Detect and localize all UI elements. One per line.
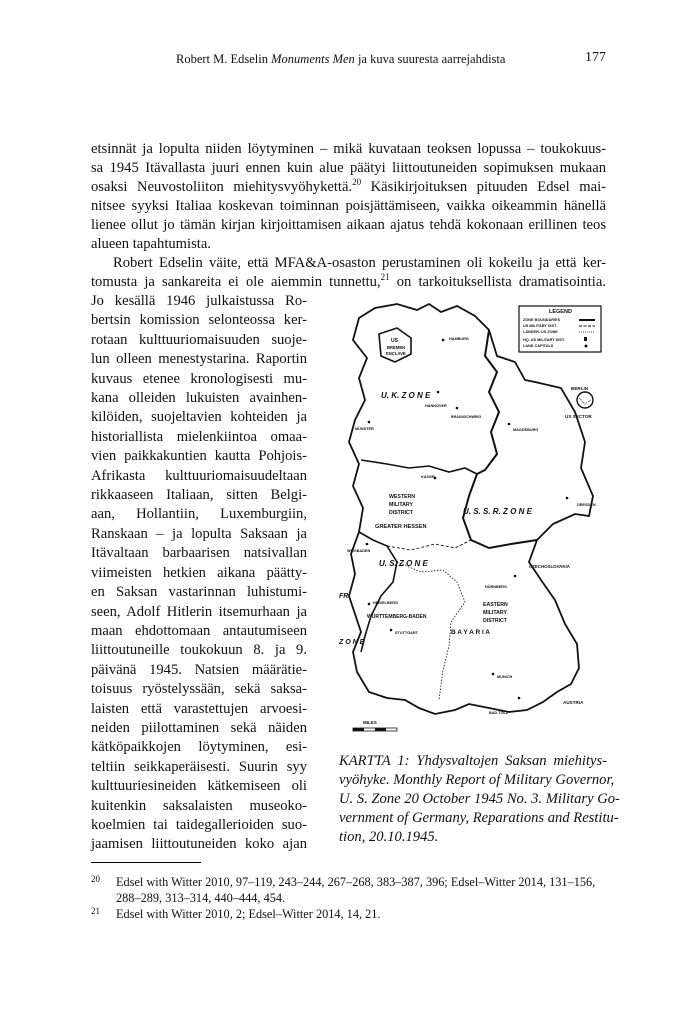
- map-label: MÜNSTER: [355, 427, 374, 431]
- district-line: [387, 540, 471, 550]
- column-line: bertsin komission selonteossa ker-: [91, 312, 307, 329]
- column-line: Ranskaan – ja lopulta Saksaan ja: [91, 525, 307, 542]
- column-line: Jo kesällä 1946 julkaistussa Ro-: [91, 293, 307, 309]
- caption-line: U. S. Zone 20 October 1945 No. 3. Military Go-: [339, 791, 620, 807]
- page-number: 177: [585, 50, 606, 65]
- footnote-20: [91, 874, 607, 906]
- caption-line: vernment of Germany, Reparations and Restitu-: [339, 810, 619, 826]
- map-label: DRESDEN: [577, 503, 596, 507]
- column-line: lun olleen menestystarina. Raportin: [91, 351, 307, 368]
- column-line: aan, Hollantiin, Luxemburgiin,: [91, 506, 307, 523]
- uk-us-boundary: [361, 460, 477, 474]
- map-label: BREMEN: [387, 345, 406, 350]
- map-label: STUTTGART: [395, 631, 418, 635]
- column-line: kätköpaikkojen löytyminen, esi-: [91, 739, 307, 756]
- footnote-text: Edsel with Witter 2010, 2; Edsel–Witter 2014, 14, 21.: [116, 907, 381, 921]
- map-label: BAD TÖLZ: [489, 711, 509, 715]
- footnote-text: Edsel with Witter 2010, 97–119, 243–244, 267–268, 383–387, 396; Edsel–Witter 2014, 131–156,: [116, 875, 596, 889]
- column-line: toisuus ryöstelyssään, sekä saksa-: [91, 681, 307, 698]
- column-text: [91, 292, 307, 855]
- column-line: jaamisen liittoutuneiden koko ajan: [91, 836, 307, 853]
- map-label: BRAUNSCHWEIG: [451, 415, 482, 419]
- column-line: liittoutuneille toukokuun 8. ja 9.: [91, 642, 307, 659]
- map-label: ENCLAVE: [386, 351, 406, 356]
- text-segment: osaksi Neuvostoliiton miehitysvyöhykettä.: [91, 179, 353, 195]
- column-line: kuitenkin saksalaisten museoko-: [91, 797, 307, 814]
- map-label: Z O N E: [339, 639, 365, 646]
- text-segment: Käsikirjoituksen pituuden Edsel mai-: [361, 179, 606, 195]
- column-line: Itävaltaan barbaarisen natsivallan: [91, 545, 307, 562]
- running-title: [176, 52, 505, 67]
- occupation-zone-map: [339, 300, 605, 744]
- running-title-italic: Monuments Men: [271, 52, 355, 66]
- map-label: AUSTRIA: [563, 700, 584, 705]
- map-label: HAMBURG: [449, 337, 469, 341]
- map-label: U. K. Z O N E: [381, 391, 431, 400]
- footnote-21: [91, 906, 607, 922]
- map-label: WIESBADEN: [347, 549, 371, 553]
- column-line: seen, Adolf Hitlerin itsemurhaan ja: [91, 603, 307, 620]
- scale-label: MILES: [363, 720, 377, 725]
- text-line: nitsee syyksi Italiaa koskevan toiminnan poisjättämiseen, vaikka oikeammin hänellä: [91, 198, 606, 214]
- legend-row: ZONE BOUNDARIES: [523, 318, 561, 322]
- column-line: koelmien tai taidegallerioiden suo-: [91, 816, 307, 833]
- column-line: päivänä 1945. Natsien määrätie-: [91, 661, 307, 678]
- legend-row: HQ. US MILITARY DIST.: [523, 338, 565, 342]
- map-label: KASSEL: [421, 475, 437, 479]
- map-caption: [339, 752, 620, 847]
- map-label: US: [391, 338, 398, 344]
- legend-row: LAND CAPITALS: [523, 344, 554, 348]
- column-line: kilöiden, suojeltavien kohteiden ja: [91, 409, 307, 426]
- map-label: HEIDELBERG: [373, 601, 398, 605]
- column-line: neiden piilottaminen sekä näiden: [91, 719, 307, 736]
- legend-row: LÄNDER, US ZONE: [523, 330, 558, 334]
- map-label: WESTERN: [389, 494, 415, 500]
- column-line: teltiin seikkaperäisesti. Suurin syy: [91, 758, 307, 775]
- text-line: sa 1945 Itävallasta juuri ennen kuin alue päätyi liittoutuneiden sopimuksen mukaan: [91, 160, 606, 176]
- map-label: B A Y A R I A: [451, 629, 491, 636]
- text-line: Robert Edselin väite, että MFA&A-osaston perustaminen oli kokeilu ja että ker-: [113, 255, 606, 271]
- map-label: MILITARY: [483, 610, 507, 616]
- berlin-inset: [577, 392, 593, 408]
- legend-title: LEGEND: [549, 309, 572, 315]
- paragraph-2: [91, 254, 606, 292]
- column-line: Afrikasta kulttuuriomaisuudeltaan: [91, 467, 307, 484]
- map-label: EASTERN: [483, 602, 508, 608]
- map-label: MUNICH: [497, 675, 513, 679]
- map-label: DISTRICT: [389, 510, 413, 516]
- column-line: kana olleiden lukuisten avainhen-: [91, 390, 307, 407]
- footnote-number: 21: [91, 906, 100, 916]
- column-line: laisten että varastettujen arvoesi-: [91, 700, 307, 717]
- map-label: DISTRICT: [483, 618, 507, 624]
- caption-line: vyöhyke. Monthly Report of Military Governor,: [339, 772, 615, 788]
- running-title-prefix: Robert M. Edselin: [176, 52, 272, 66]
- paragraph-1: [91, 140, 606, 254]
- column-line: viimeisten hetkien aikana päätty-: [91, 564, 307, 581]
- text-line: alueen tapahtumista.: [91, 236, 211, 252]
- map-label: MILITARY: [389, 502, 413, 508]
- map-label: U. S. Z O N E: [379, 559, 428, 568]
- footnote-ref-21[interactable]: 21: [380, 272, 390, 283]
- map-label: GREATER HESSEN: [375, 524, 427, 530]
- map-legend: [519, 306, 601, 352]
- footnote-ref-20[interactable]: 20: [352, 177, 362, 188]
- text-segment: tomusta ja sankareita ei ole aiemmin tunnettu,: [91, 274, 381, 290]
- map-label: U. S. S. R. Z O N E: [463, 507, 532, 516]
- caption-line: KARTTA 1: Yhdysvaltojen Saksan miehitys-: [339, 753, 607, 769]
- column-line: kuvaus etenee kronologisesti mu-: [91, 370, 307, 387]
- map-label: WÜRTTEMBERG-BADEN: [367, 614, 427, 620]
- footnote-number: 20: [91, 874, 100, 884]
- map-label: MAGDEBURG: [513, 428, 539, 432]
- column-line: kulttuuriesineiden kätkemiseen oli: [91, 778, 307, 795]
- text-line: etsinnät ja lopulta niiden löytyminen – mikä kuvataan teoksen lopussa – toukokuus-: [91, 141, 606, 157]
- text-line: [91, 178, 606, 197]
- column-line: historiallista mielenkiintoa omaa-: [91, 428, 307, 445]
- map-label: FR.: [339, 593, 351, 600]
- map-label: CZECHOSLOVAKIA: [529, 564, 570, 569]
- footnote-text: 288–289, 313–314, 440–444, 454.: [116, 891, 286, 905]
- map-label: US SECTOR: [565, 414, 592, 419]
- column-line: en Saksan vastarinnan luhistumi-: [91, 584, 307, 601]
- text-segment: on tarkoituksellista dramatisointia.: [389, 274, 606, 290]
- map-label: NÜRNBERG: [485, 585, 507, 589]
- text-line: lienee ollut jo tämän kirjan kirjoittamisen aikaan ajatus tehdä kokonaan erillinen teos: [91, 217, 606, 233]
- column-line: rikkaaseen Italiaan, sitten Belgi-: [91, 487, 307, 504]
- footnotes: [91, 874, 607, 922]
- scale-bar: [353, 720, 397, 731]
- column-line: vien paikkakuntien kautta Pohjois-: [91, 448, 307, 465]
- footnote-rule: [91, 862, 201, 863]
- column-line: maan ehdottomaan antautumiseen: [91, 622, 307, 639]
- caption-line: tion, 20.10.1945.: [339, 829, 439, 845]
- running-title-suffix: ja kuva suuresta aarrejahdista: [354, 52, 506, 66]
- map-label: HANNOVER: [425, 404, 447, 408]
- legend-row: US MILITARY DIST.: [523, 324, 558, 328]
- map-label: BERLIN: [571, 386, 589, 391]
- column-line: rotaan kulttuuriomaisuuden suoje-: [91, 331, 307, 348]
- text-line: [91, 273, 606, 292]
